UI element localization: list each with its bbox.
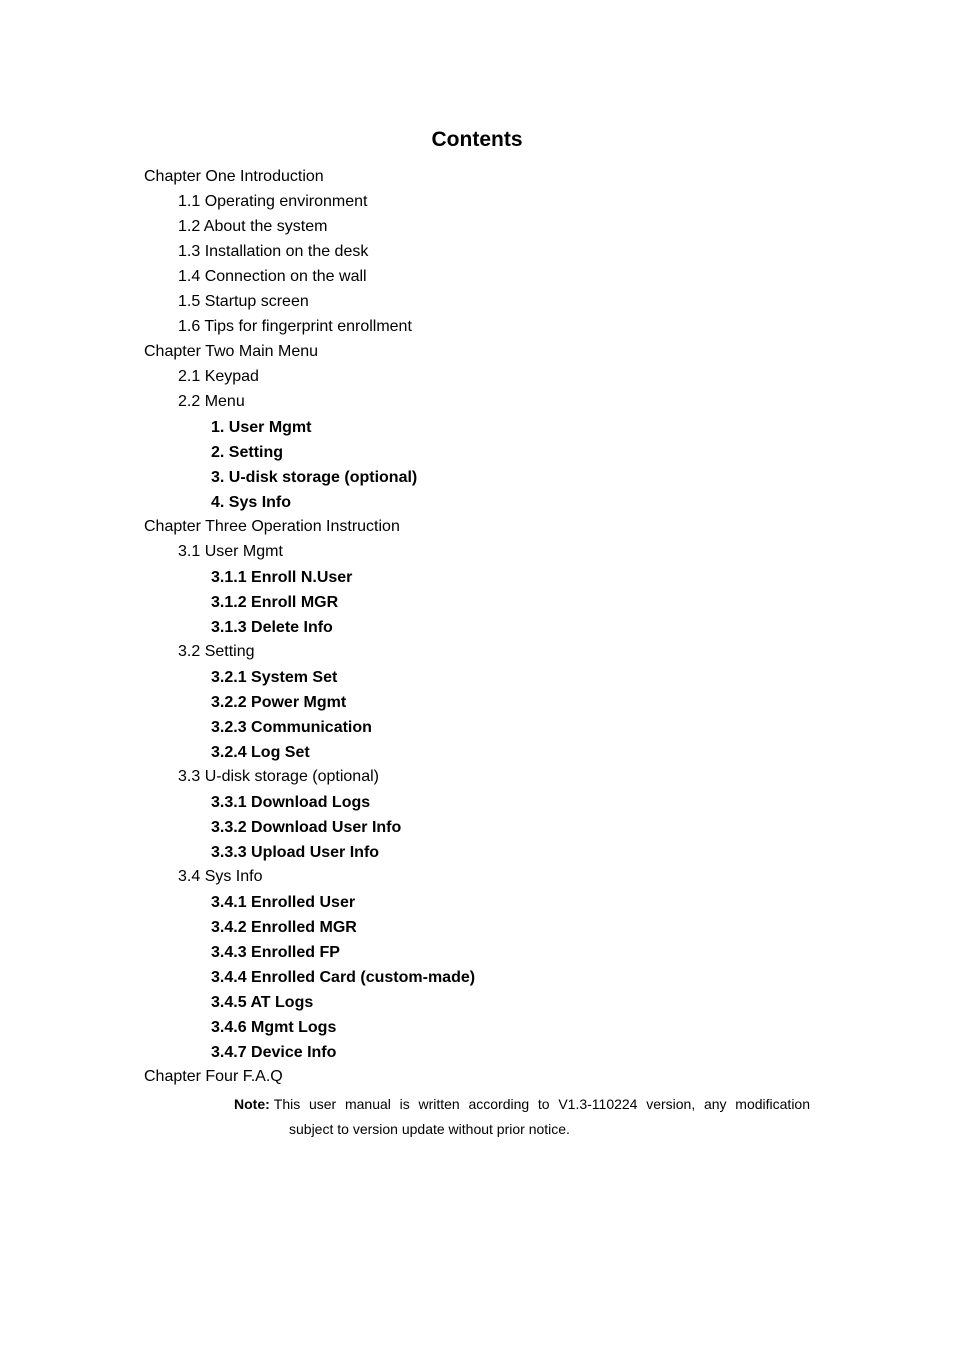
toc-section: 1.6 Tips for fingerprint enrollment bbox=[178, 318, 412, 335]
note-text-1: This user manual is written according to V1.3-110224 version, any modification bbox=[273, 1096, 810, 1112]
toc-subsection: 3.4.6 Mgmt Logs bbox=[211, 1019, 337, 1036]
toc-subsection: 1. User Mgmt bbox=[211, 419, 312, 436]
toc-subsection: 3.4.4 Enrolled Card (custom-made) bbox=[211, 969, 476, 986]
toc-subsection: 3.4.7 Device Info bbox=[211, 1044, 337, 1061]
toc-chapter: Chapter Four F.A.Q bbox=[144, 1068, 283, 1085]
toc-subsection: 3. U-disk storage (optional) bbox=[211, 469, 418, 486]
toc-section: 1.1 Operating environment bbox=[178, 193, 368, 210]
toc-section: 3.4 Sys Info bbox=[178, 868, 263, 885]
toc-subsection: 3.3.1 Download Logs bbox=[211, 794, 371, 811]
toc-chapter: Chapter Two Main Menu bbox=[144, 343, 319, 360]
toc-subsection: 3.1.1 Enroll N.User bbox=[211, 569, 353, 586]
toc-section: 3.3 U-disk storage (optional) bbox=[178, 768, 379, 785]
toc-section: 3.1 User Mgmt bbox=[178, 543, 283, 560]
toc-subsection: 3.2.4 Log Set bbox=[211, 744, 310, 761]
version-note bbox=[234, 1092, 810, 1142]
toc-subsection: 3.1.2 Enroll MGR bbox=[211, 594, 339, 611]
toc-subsection: 3.2.3 Communication bbox=[211, 719, 372, 736]
toc-section: 2.1 Keypad bbox=[178, 368, 259, 385]
note-line-1 bbox=[234, 1092, 810, 1117]
toc-section: 2.2 Menu bbox=[178, 393, 245, 410]
toc-subsection: 4. Sys Info bbox=[211, 494, 292, 511]
toc-section: 3.2 Setting bbox=[178, 643, 255, 660]
page-title: Contents bbox=[431, 128, 523, 151]
toc-subsection: 3.4.1 Enrolled User bbox=[211, 894, 356, 911]
toc-section: 1.4 Connection on the wall bbox=[178, 268, 367, 285]
toc-subsection: 3.3.2 Download User Info bbox=[211, 819, 402, 836]
toc-subsection: 3.4.3 Enrolled FP bbox=[211, 944, 340, 961]
toc-subsection: 3.1.3 Delete Info bbox=[211, 619, 333, 636]
toc-chapter: Chapter One Introduction bbox=[144, 168, 324, 185]
toc-section: 1.3 Installation on the desk bbox=[178, 243, 369, 260]
toc-section: 1.2 About the system bbox=[178, 218, 328, 235]
toc-subsection: 3.3.3 Upload User Info bbox=[211, 844, 380, 861]
toc-subsection: 3.4.2 Enrolled MGR bbox=[211, 919, 357, 936]
toc-section: 1.5 Startup screen bbox=[178, 293, 309, 310]
toc-subsection: 3.2.2 Power Mgmt bbox=[211, 694, 347, 711]
toc-subsection: 3.4.5 AT Logs bbox=[211, 994, 314, 1011]
note-label: Note: bbox=[234, 1096, 270, 1112]
toc-subsection: 3.2.1 System Set bbox=[211, 669, 338, 686]
toc-subsection: 2. Setting bbox=[211, 444, 284, 461]
note-text-2: subject to version update without prior notice. bbox=[289, 1121, 570, 1137]
table-of-contents bbox=[0, 164, 954, 1089]
toc-chapter: Chapter Three Operation Instruction bbox=[144, 518, 400, 535]
